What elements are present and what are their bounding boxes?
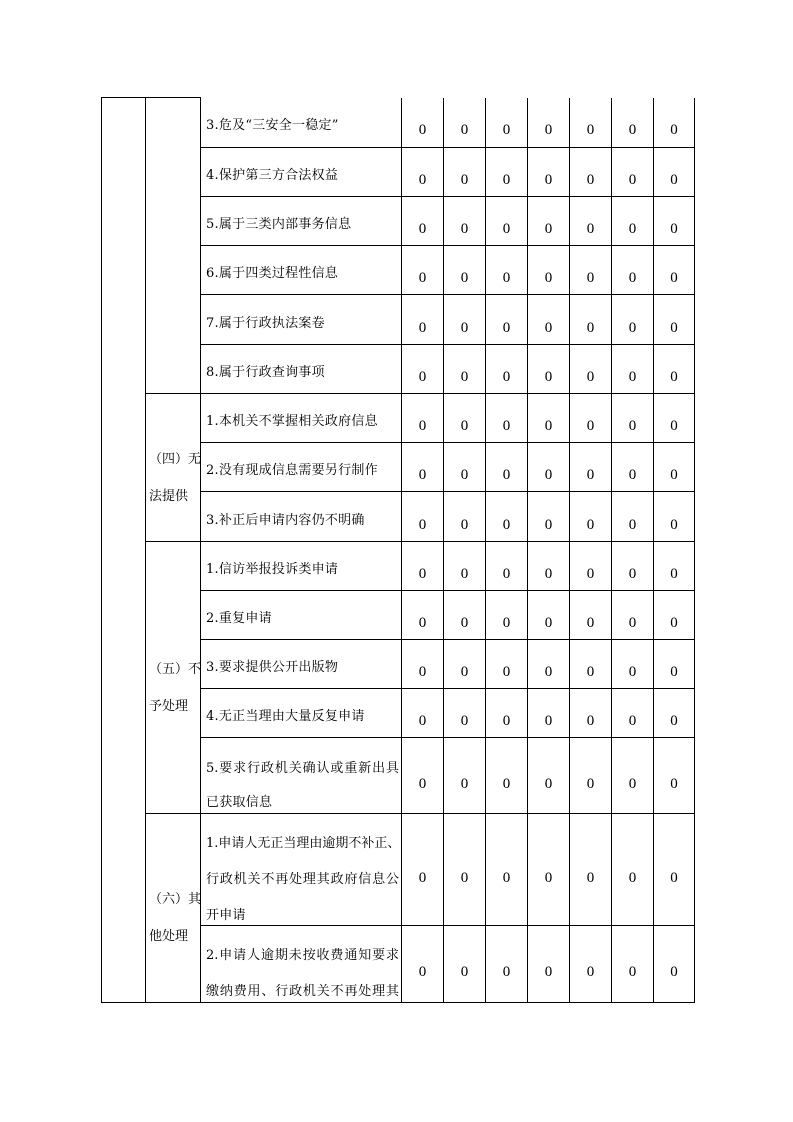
value-cell: 0 bbox=[402, 246, 444, 295]
item-description bbox=[201, 640, 402, 689]
value-cell: 0 bbox=[444, 98, 486, 148]
value-cell: 0 bbox=[444, 148, 486, 197]
table-row bbox=[102, 98, 695, 148]
table-row bbox=[102, 542, 695, 591]
value-cell: 0 bbox=[402, 443, 444, 492]
section-label-unable-to-provide bbox=[146, 394, 201, 542]
value-cell: 0 bbox=[528, 345, 570, 394]
value-cell: 0 bbox=[570, 926, 612, 1003]
value-cell: 0 bbox=[528, 148, 570, 197]
value-cell: 0 bbox=[402, 814, 444, 926]
value-cell: 0 bbox=[444, 814, 486, 926]
item-description-line: 行政机关不再处理其政府信息公 bbox=[206, 871, 399, 887]
value-cell: 0 bbox=[612, 197, 654, 246]
value-cell: 0 bbox=[402, 148, 444, 197]
item-description-line: 缴纳费用、行政机关不再处理其 bbox=[206, 984, 399, 999]
value-cell: 0 bbox=[402, 738, 444, 814]
item-description bbox=[201, 738, 402, 814]
section-label-line: 他处理 bbox=[149, 929, 189, 944]
value-cell: 0 bbox=[528, 443, 570, 492]
value-cell: 0 bbox=[570, 591, 612, 640]
item-description-line: 8.属于行政查询事项 bbox=[206, 365, 325, 380]
section-label-line: 予处理 bbox=[149, 698, 189, 714]
value-cell: 0 bbox=[402, 591, 444, 640]
value-cell: 0 bbox=[486, 148, 528, 197]
value-cell: 0 bbox=[486, 492, 528, 542]
value-cell: 0 bbox=[402, 492, 444, 542]
value-cell: 0 bbox=[612, 394, 654, 443]
value-cell: 0 bbox=[486, 443, 528, 492]
value-cell: 0 bbox=[486, 591, 528, 640]
item-description-line: 5.要求行政机关确认或重新出具 bbox=[206, 760, 399, 776]
item-description-line: 6.属于四类过程性信息 bbox=[206, 266, 339, 281]
value-cell: 0 bbox=[444, 246, 486, 295]
value-cell: 0 bbox=[402, 926, 444, 1003]
item-description-line: 3.补正后申请内容仍不明确 bbox=[206, 512, 365, 528]
value-cell: 0 bbox=[654, 591, 695, 640]
value-cell: 0 bbox=[654, 926, 695, 1003]
value-cell: 0 bbox=[570, 148, 612, 197]
value-cell: 0 bbox=[654, 492, 695, 542]
value-cell: 0 bbox=[528, 591, 570, 640]
value-cell: 0 bbox=[486, 640, 528, 689]
item-description-line: 3.危及“三安全一稳定” bbox=[206, 118, 339, 134]
value-cell: 0 bbox=[654, 345, 695, 394]
value-cell: 0 bbox=[612, 492, 654, 542]
item-description bbox=[201, 197, 402, 246]
item-description bbox=[201, 814, 402, 926]
value-cell: 0 bbox=[570, 542, 612, 591]
item-description bbox=[201, 98, 402, 148]
value-cell: 0 bbox=[486, 814, 528, 926]
value-cell: 0 bbox=[402, 640, 444, 689]
item-description-line: 1.信访举报投诉类申请 bbox=[206, 562, 339, 577]
value-cell: 0 bbox=[612, 246, 654, 295]
value-cell: 0 bbox=[570, 689, 612, 738]
value-cell: 0 bbox=[654, 542, 695, 591]
value-cell: 0 bbox=[444, 295, 486, 345]
value-cell: 0 bbox=[402, 345, 444, 394]
section-label-cell bbox=[146, 98, 201, 394]
value-cell: 0 bbox=[570, 394, 612, 443]
value-cell: 0 bbox=[528, 689, 570, 738]
value-cell: 0 bbox=[486, 98, 528, 148]
item-description bbox=[201, 345, 402, 394]
value-cell: 0 bbox=[402, 98, 444, 148]
item-description-line: 2.申请人逾期未按收费通知要求 bbox=[206, 948, 399, 963]
value-cell: 0 bbox=[612, 738, 654, 814]
value-cell: 0 bbox=[654, 295, 695, 345]
value-cell: 0 bbox=[570, 295, 612, 345]
value-cell: 0 bbox=[444, 394, 486, 443]
value-cell: 0 bbox=[570, 246, 612, 295]
value-cell: 0 bbox=[612, 345, 654, 394]
item-description-line: 4.无正当理由大量反复申请 bbox=[206, 709, 365, 724]
value-cell: 0 bbox=[570, 197, 612, 246]
value-cell: 0 bbox=[528, 926, 570, 1003]
value-cell: 0 bbox=[528, 98, 570, 148]
table-row bbox=[102, 394, 695, 443]
value-cell: 0 bbox=[570, 814, 612, 926]
section-label-line: （六）其 bbox=[149, 892, 202, 907]
value-cell: 0 bbox=[486, 738, 528, 814]
item-description bbox=[201, 689, 402, 738]
category-column-cell bbox=[102, 98, 146, 1003]
value-cell: 0 bbox=[444, 689, 486, 738]
value-cell: 0 bbox=[612, 148, 654, 197]
value-cell: 0 bbox=[486, 197, 528, 246]
value-cell: 0 bbox=[654, 443, 695, 492]
value-cell: 0 bbox=[444, 926, 486, 1003]
value-cell: 0 bbox=[570, 738, 612, 814]
data-table bbox=[101, 97, 695, 1003]
value-cell: 0 bbox=[612, 98, 654, 148]
item-description-line: 7.属于行政执法案卷 bbox=[206, 315, 325, 331]
value-cell: 0 bbox=[612, 814, 654, 926]
value-cell: 0 bbox=[570, 345, 612, 394]
value-cell: 0 bbox=[528, 640, 570, 689]
item-description bbox=[201, 246, 402, 295]
value-cell: 0 bbox=[528, 738, 570, 814]
value-cell: 0 bbox=[402, 542, 444, 591]
value-cell: 0 bbox=[528, 814, 570, 926]
value-cell: 0 bbox=[528, 197, 570, 246]
value-cell: 0 bbox=[528, 246, 570, 295]
item-description-line: 2.没有现成信息需要另行制作 bbox=[206, 463, 378, 478]
item-description bbox=[201, 492, 402, 542]
value-cell: 0 bbox=[444, 197, 486, 246]
item-description bbox=[201, 443, 402, 492]
value-cell: 0 bbox=[402, 394, 444, 443]
value-cell: 0 bbox=[612, 640, 654, 689]
value-cell: 0 bbox=[654, 246, 695, 295]
value-cell: 0 bbox=[612, 926, 654, 1003]
value-cell: 0 bbox=[444, 492, 486, 542]
value-cell: 0 bbox=[486, 345, 528, 394]
value-cell: 0 bbox=[570, 492, 612, 542]
section-label-other-handling bbox=[146, 814, 201, 1003]
value-cell: 0 bbox=[570, 640, 612, 689]
value-cell: 0 bbox=[528, 295, 570, 345]
value-cell: 0 bbox=[444, 345, 486, 394]
value-cell: 0 bbox=[486, 542, 528, 591]
item-description-line: 1.本机关不掌握相关政府信息 bbox=[206, 414, 378, 429]
value-cell: 0 bbox=[486, 394, 528, 443]
item-description-line: 1.申请人无正当理由逾期不补正、 bbox=[206, 835, 401, 851]
section-label-not-processed bbox=[146, 542, 201, 814]
value-cell: 0 bbox=[528, 394, 570, 443]
value-cell: 0 bbox=[654, 814, 695, 926]
item-description bbox=[201, 295, 402, 345]
value-cell: 0 bbox=[444, 738, 486, 814]
value-cell: 0 bbox=[402, 295, 444, 345]
value-cell: 0 bbox=[486, 689, 528, 738]
item-description-line: 已获取信息 bbox=[206, 794, 273, 810]
value-cell: 0 bbox=[654, 640, 695, 689]
value-cell: 0 bbox=[486, 926, 528, 1003]
value-cell: 0 bbox=[612, 542, 654, 591]
value-cell: 0 bbox=[528, 542, 570, 591]
value-cell: 0 bbox=[486, 246, 528, 295]
item-description bbox=[201, 148, 402, 197]
value-cell: 0 bbox=[444, 542, 486, 591]
value-cell: 0 bbox=[654, 689, 695, 738]
item-description bbox=[201, 394, 402, 443]
value-cell: 0 bbox=[444, 443, 486, 492]
value-cell: 0 bbox=[612, 443, 654, 492]
value-cell: 0 bbox=[612, 591, 654, 640]
item-description-line: 4.保护第三方合法权益 bbox=[206, 168, 339, 183]
item-description bbox=[201, 542, 402, 591]
value-cell: 0 bbox=[402, 689, 444, 738]
item-description bbox=[201, 926, 402, 1003]
value-cell: 0 bbox=[528, 492, 570, 542]
table-row bbox=[102, 814, 695, 926]
section-label-line: （四）无 bbox=[149, 451, 202, 467]
item-description-line: 3.要求提供公开出版物 bbox=[206, 660, 339, 675]
value-cell: 0 bbox=[444, 591, 486, 640]
value-cell: 0 bbox=[570, 443, 612, 492]
value-cell: 0 bbox=[654, 738, 695, 814]
item-description-line: 开申请 bbox=[206, 907, 246, 923]
value-cell: 0 bbox=[570, 98, 612, 148]
value-cell: 0 bbox=[486, 295, 528, 345]
value-cell: 0 bbox=[654, 148, 695, 197]
value-cell: 0 bbox=[654, 197, 695, 246]
value-cell: 0 bbox=[654, 98, 695, 148]
value-cell: 0 bbox=[444, 640, 486, 689]
item-description-line: 5.属于三类内部事务信息 bbox=[206, 217, 352, 232]
value-cell: 0 bbox=[402, 197, 444, 246]
value-cell: 0 bbox=[612, 689, 654, 738]
section-label-line: 法提供 bbox=[149, 488, 189, 504]
item-description bbox=[201, 591, 402, 640]
value-cell: 0 bbox=[612, 295, 654, 345]
section-label-line: （五）不 bbox=[149, 661, 202, 677]
item-description-line: 2.重复申请 bbox=[206, 611, 272, 626]
value-cell: 0 bbox=[654, 394, 695, 443]
